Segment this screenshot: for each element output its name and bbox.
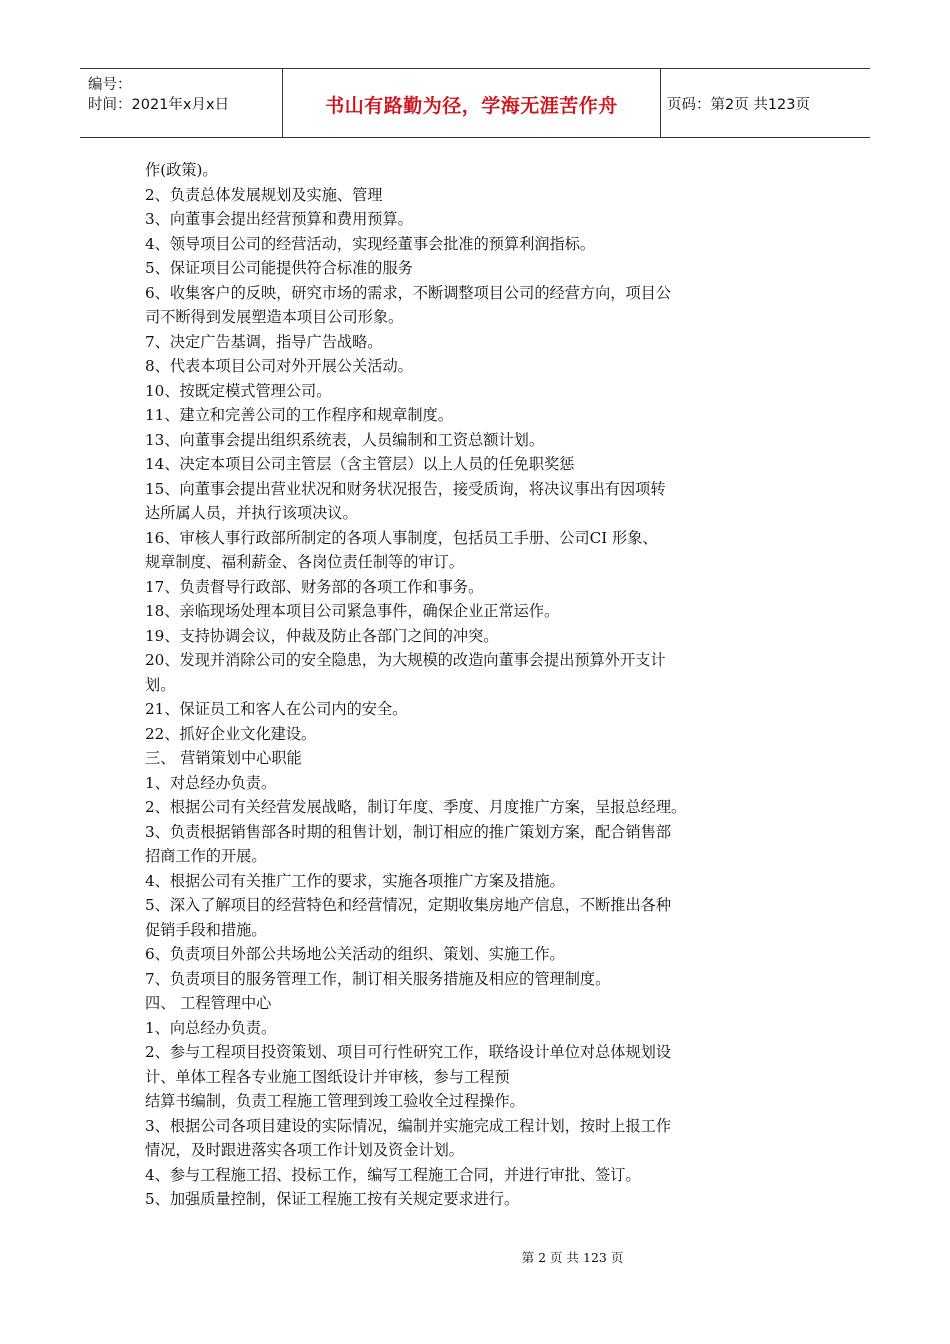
body-text-line: 三、 营销策划中心职能 <box>145 749 302 767</box>
body-text-line: 情况，及时跟进落实各项工作计划及资金计划。 <box>145 1141 464 1159</box>
body-text-line: 1、对总经办负责。 <box>145 773 277 792</box>
body-text-line: 四、 工程管理中心 <box>145 994 272 1012</box>
body-text-line: 5、深入了解项目的经营特色和经营情况，定期收集房地产信息，不断推出各种 <box>145 896 672 914</box>
body-text-line: 5、加强质量控制，保证工程施工按有关规定要求进行。 <box>145 1190 520 1208</box>
body-text-line: 21、保证员工和客人在公司内的安全。 <box>145 700 408 718</box>
body-text-line: 20、发现并消除公司的安全隐患，为大规模的改造向董事会提出预算外开支计 <box>145 651 666 669</box>
body-text-line: 规章制度、福利薪金、各岗位责任制等的审订。 <box>145 553 464 571</box>
body-text-line: 6、收集客户的反映，研究市场的需求，不断调整项目公司的经营方向，项目公 <box>145 283 672 302</box>
body-text-line: 司不断得到发展塑造本项目公司形象。 <box>145 308 404 326</box>
body-text-line: 16、审核人事行政部所制定的各项人事制度，包括员工手册、公司CI 形象、 <box>145 528 658 547</box>
body-text-line: 3、向董事会提出经营预算和费用预算。 <box>145 210 413 228</box>
body-text-line: 10、按既定模式管理公司。 <box>145 381 332 400</box>
header-middle-cell <box>283 69 661 137</box>
header-left-cell <box>80 69 283 137</box>
body-text-line: 结算书编制，负责工程施工管理到竣工验收全过程操作。 <box>145 1092 525 1110</box>
document-time-label: 时间：2021年x月x日 <box>88 97 230 113</box>
body-text-line: 14、决定本项目公司主管层（含主管层）以上人员的任免职奖惩 <box>145 455 575 473</box>
header-right-cell <box>661 69 870 137</box>
body-text-line: 4、根据公司有关推广工作的要求，实施各项推广方案及措施。 <box>145 871 565 890</box>
document-body <box>145 158 825 1212</box>
page-header <box>80 68 870 138</box>
body-text-line: 计、单体工程各专业施工图纸设计并审核，参与工程预 <box>145 1067 510 1086</box>
body-text-line: 招商工作的开展。 <box>145 847 267 865</box>
page-footer: 第 2 页 共 123 页 <box>521 1250 624 1265</box>
body-text-line: 1、向总经办负责。 <box>145 1018 277 1037</box>
body-text-line: 4、领导项目公司的经营活动，实现经董事会批准的预算利润指标。 <box>145 234 596 253</box>
body-text-line: 2、负责总体发展规划及实施、管理 <box>145 185 383 204</box>
body-text-line: 划。 <box>145 675 176 694</box>
body-text-line: 2、根据公司有关经营发展战略，制订年度、季度、月度推广方案，呈报总经理。 <box>145 798 687 816</box>
body-text-line: 17、负责督导行政部、财务部的各项工作和事务。 <box>145 577 484 596</box>
body-text-line: 22、抓好企业文化建设。 <box>145 724 317 743</box>
body-text-line: 11、建立和完善公司的工作程序和规章制度。 <box>145 406 453 424</box>
body-text-line: 6、负责项目外部公共场地公关活动的组织、策划、实施工作。 <box>145 945 565 963</box>
body-text-line: 8、代表本项目公司对外开展公关活动。 <box>145 357 413 375</box>
body-text-line: 5、保证项目公司能提供符合标准的服务 <box>145 259 413 277</box>
body-text-line: 3、负责根据销售部各时期的租售计划，制订相应的推广策划方案，配合销售部 <box>145 822 672 841</box>
body-text-line: 达所属人员，并执行该项决议。 <box>145 504 358 522</box>
body-text-line: 作(政策)。 <box>145 161 218 179</box>
header-motto: 书山有路勤为径，学海无涯苦作舟 <box>325 95 618 117</box>
body-text-line: 促销手段和措施。 <box>145 920 267 939</box>
body-text-line: 4、参与工程施工招、投标工作，编写工程施工合同，并进行审批、签订。 <box>145 1165 641 1184</box>
body-text-line: 7、决定广告基调，指导广告战略。 <box>145 332 383 351</box>
body-text-line: 13、向董事会提出组织系统表，人员编制和工资总额计划。 <box>145 430 545 449</box>
body-text-line: 19、支持协调会议，仲裁及防止各部门之间的冲突。 <box>145 626 499 645</box>
document-number-label: 编号： <box>88 77 132 93</box>
body-text-line: 3、根据公司各项目建设的实际情况，编制并实施完成工程计划，按时上报工作 <box>145 1116 672 1135</box>
body-text-line: 15、向董事会提出营业状况和财务状况报告，接受质询，将决议事出有因项转 <box>145 479 666 498</box>
body-text-line: 2、参与工程项目投资策划、项目可行性研究工作，联络设计单位对总体规划设 <box>145 1043 672 1061</box>
body-text-line: 18、亲临现场处理本项目公司紧急事件，确保企业正常运作。 <box>145 602 560 620</box>
body-text-line: 7、负责项目的服务管理工作，制订相关服务措施及相应的管理制度。 <box>145 969 611 988</box>
header-page-info: 页码：第2页 共123页 <box>667 97 811 113</box>
